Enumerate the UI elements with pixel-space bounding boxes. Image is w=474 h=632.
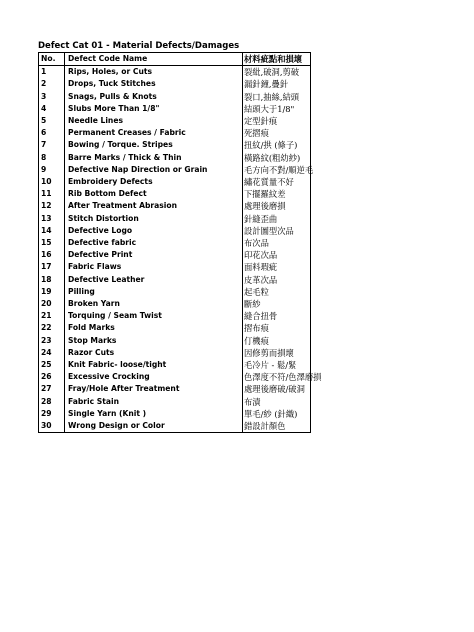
defect-name-cell: Fabric Flaws (65, 261, 243, 273)
defect-number-cell: 7 (39, 139, 65, 151)
defect-chinese-name-cell: 斷紗 (243, 298, 311, 310)
defect-chinese-name-cell: 處理後磨損 (243, 200, 311, 212)
defect-name-cell: Barre Marks / Thick & Thin (65, 152, 243, 164)
defect-number-cell: 28 (39, 396, 65, 408)
defect-number-cell: 23 (39, 335, 65, 347)
defect-chinese-name-cell: 毛方向不對/順逆毛 (244, 164, 314, 175)
defect-number-cell: 15 (39, 237, 65, 249)
defect-number-cell: 8 (39, 152, 65, 164)
table-row (39, 152, 311, 164)
defect-name-cell: Slubs More Than 1/8" (65, 103, 243, 115)
defect-chinese-name-cell: 死摺痕 (243, 127, 311, 139)
table-row (39, 322, 311, 334)
defect-name-cell: Defective Leather (65, 274, 243, 286)
table-row (39, 359, 311, 371)
defect-name-cell: Needle Lines (65, 115, 243, 127)
defect-name-cell: Drops, Tuck Stitches (65, 78, 243, 90)
table-row (39, 237, 311, 249)
table-row (39, 347, 311, 359)
defect-chinese-name-cell: 摺布痕 (243, 322, 311, 334)
defect-number-cell: 1 (39, 66, 65, 79)
table-row (39, 286, 311, 298)
defect-chinese-name-cell: 布次品 (243, 237, 311, 249)
defect-chinese-name-cell: 設計圖型次品 (243, 225, 311, 237)
defect-chinese-name-cell: 裂紕,破洞,剪破 (243, 66, 311, 79)
table-row (39, 225, 311, 237)
defect-chinese-name-cell: 扭紋/拱 (條子) (243, 139, 311, 151)
table-row (39, 408, 311, 420)
defect-chinese-name-cell: 錯設計顏色 (243, 420, 311, 433)
defect-chinese-name-cell: 起毛粒 (243, 286, 311, 298)
defect-number-cell: 6 (39, 127, 65, 139)
defect-chinese-name-cell: 印花次品 (243, 249, 311, 261)
defect-chinese-name-cell: 毛冷片 - 鬆/緊 (243, 359, 311, 371)
table-row (39, 261, 311, 273)
defect-number-cell: 4 (39, 103, 65, 115)
table-row (39, 176, 311, 188)
table-row (39, 335, 311, 347)
defect-number-cell: 30 (39, 420, 65, 433)
defect-number-cell: 19 (39, 286, 65, 298)
table-row (39, 420, 311, 433)
defect-number-cell: 16 (39, 249, 65, 261)
defect-number-cell: 21 (39, 310, 65, 322)
defect-name-cell: Fabric Stain (65, 396, 243, 408)
defect-name-cell: Rib Bottom Defect (65, 188, 243, 200)
defect-number-cell: 27 (39, 383, 65, 395)
table-row (39, 249, 311, 261)
defect-number-cell: 12 (39, 200, 65, 212)
defect-chinese-name-cell: 繡花質量不好 (243, 176, 311, 188)
column-header-chinese-name: 材料疵點和損壞 (243, 53, 311, 66)
defect-name-cell: Single Yarn (Knit ) (65, 408, 243, 420)
defect-name-cell: Permanent Creases / Fabric (65, 127, 243, 139)
defect-chinese-name-cell: 皮革次品 (243, 274, 311, 286)
defect-name-cell: Bowing / Torque. Stripes (65, 139, 243, 151)
defect-chinese-name-cell: 橫路紋(粗幼紗) (243, 152, 311, 164)
defect-number-cell: 20 (39, 298, 65, 310)
table-row (39, 310, 311, 322)
table-row (39, 188, 311, 200)
table-header-row (39, 53, 311, 66)
defect-chinese-name-cell: 仃機痕 (243, 335, 311, 347)
table-row (39, 66, 311, 79)
defect-number-cell: 22 (39, 322, 65, 334)
defect-chinese-name-cell: 針縫歪曲 (243, 213, 311, 225)
defect-name-cell: Snags, Pulls & Knots (65, 91, 243, 103)
defect-number-cell: 14 (39, 225, 65, 237)
defect-name-cell: Defective Print (65, 249, 243, 261)
defect-chinese-name-cell: 單毛/紗 (針織) (243, 408, 311, 420)
table-row (39, 274, 311, 286)
table-row (39, 127, 311, 139)
defect-chinese-name-cell: 布漬 (243, 396, 311, 408)
defect-name-cell: Torquing / Seam Twist (65, 310, 243, 322)
table-row (39, 383, 311, 395)
defect-name-cell: Knit Fabric- loose/tight (65, 359, 243, 371)
defect-name-cell: After Treatment Abrasion (65, 200, 243, 212)
defect-name-cell: Razor Cuts (65, 347, 243, 359)
defect-name-cell: Defective fabric (65, 237, 243, 249)
defect-name-cell: Embroidery Defects (65, 176, 243, 188)
defect-chinese-name-cell: 裂口,抽絲,結頭 (243, 91, 311, 103)
table-row (39, 396, 311, 408)
defect-number-cell: 17 (39, 261, 65, 273)
defect-chinese-name-cell: 定型針痕 (243, 115, 311, 127)
defect-name-cell: Fray/Hole After Treatment (65, 383, 243, 395)
defect-name-cell: Defective Logo (65, 225, 243, 237)
defect-chinese-name-cell: 漏針鐘,疊針 (243, 78, 311, 90)
defect-number-cell: 13 (39, 213, 65, 225)
column-header-defect-code-name: Defect Code Name (65, 53, 243, 66)
defect-number-cell: 2 (39, 78, 65, 90)
defect-number-cell: 24 (39, 347, 65, 359)
defect-name-cell: Broken Yarn (65, 298, 243, 310)
table-row (39, 103, 311, 115)
defect-chinese-name-cell: 面料瑕疵 (243, 261, 311, 273)
defect-chinese-name-cell: 色澤度不符/色澤磨損 (244, 372, 322, 383)
defect-name-cell: Fold Marks (65, 322, 243, 334)
defect-number-cell: 11 (39, 188, 65, 200)
defect-code-table (38, 52, 322, 433)
table-row (39, 164, 311, 176)
defect-name-cell: Excessive Crocking (65, 371, 243, 383)
defect-name-cell: Stitch Distortion (65, 213, 243, 225)
defect-name-cell: Wrong Design or Color (65, 420, 243, 433)
defect-number-cell: 18 (39, 274, 65, 286)
table-row (39, 200, 311, 212)
table-row (39, 115, 311, 127)
defect-name-cell: Stop Marks (65, 335, 243, 347)
defect-number-cell: 26 (39, 371, 65, 383)
defect-number-cell: 25 (39, 359, 65, 371)
defect-chinese-name-cell: 結頭大于1/8" (243, 103, 311, 115)
defect-chinese-name-cell: 下擺羅紋差 (243, 188, 311, 200)
defect-name-cell: Rips, Holes, or Cuts (65, 66, 243, 79)
table-row (39, 91, 311, 103)
table-row (39, 78, 311, 90)
table-row (39, 139, 311, 151)
defect-number-cell: 3 (39, 91, 65, 103)
document-title: Defect Cat 01 - Material Defects/Damages (38, 41, 240, 51)
table-row (39, 213, 311, 225)
table-row (39, 371, 311, 383)
defect-name-cell: Defective Nap Direction or Grain (65, 164, 243, 176)
column-header-number: No. (39, 53, 65, 66)
defect-number-cell: 10 (39, 176, 65, 188)
defect-name-cell: Pilling (65, 286, 243, 298)
defect-chinese-name-cell: 因修剪而損壞 (243, 347, 311, 359)
defect-number-cell: 5 (39, 115, 65, 127)
defect-number-cell: 29 (39, 408, 65, 420)
defect-number-cell: 9 (39, 164, 65, 176)
defect-chinese-name-cell: 縫合扭骨 (243, 310, 311, 322)
defect-chinese-name-cell: 處理後磨破/破洞 (243, 383, 311, 395)
table-row (39, 298, 311, 310)
